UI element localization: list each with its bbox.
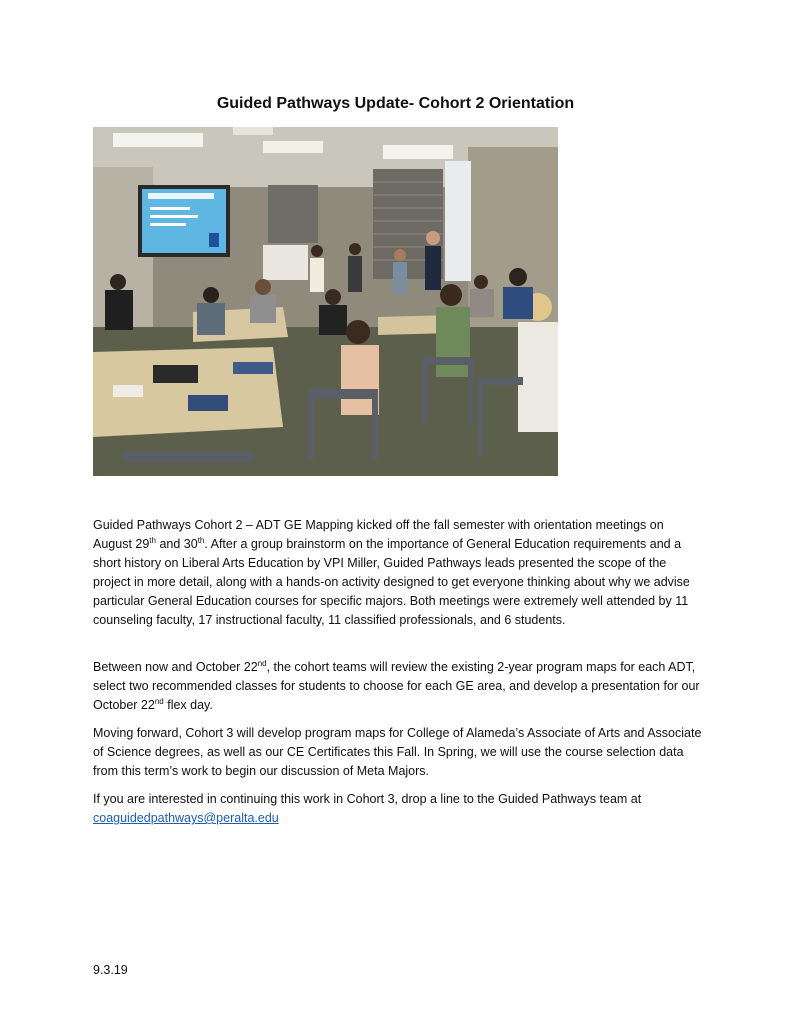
p1-sup-2: th [197,535,205,545]
orientation-photo [93,127,558,476]
paragraph-orientation-summary [93,516,705,630]
p3-text: Moving forward, Cohort 3 will develop program maps for College of Alameda’s Associate of Arts and Associate of Science degrees, as well as our CE Certificates this Fall. In Spring, we will use the course selection data from this term’s work to begin our discussion of Meta Majors. [93,726,702,778]
paragraph-contact [93,790,705,828]
paragraph-moving-forward [93,724,705,781]
p2-sup-1: nd [257,658,267,668]
p2-text-c: flex day. [163,698,213,712]
footer-date: 9.3.19 [93,963,128,977]
p1-text-a: Guided Pathways Cohort 2 – ADT GE Mapping kicked off the fall semester with orientation meetings on August 29 [93,518,664,551]
p2-sup-2: nd [154,696,164,706]
p2-text-b: , the cohort teams will review the existing 2-year program maps for each ADT, select two recommended classes for students to choose for each GE area, and develop a presentation for our October 22 [93,660,700,712]
paragraph-next-steps [93,658,705,715]
page-title: Guided Pathways Update- Cohort 2 Orientation [216,95,575,112]
email-link[interactable]: coaguidedpathways@peralta.edu [93,811,279,825]
p4-text: If you are interested in continuing this work in Cohort 3, drop a line to the Guided Pathways team at [93,792,642,806]
p1-sup-1: th [149,535,156,545]
p2-text-a: Between now and October 22 [93,660,258,674]
p1-text-c: . After a group brainstorm on the importance of General Education requirements and a short history on Liberal Arts Education by VPI Miller, Guided Pathways leads presented the scope of the project in more detail, along with a hands-on activity designed to get everyone thinking about why we advise particular General Education courses for specific majors. Both meetings were extremely well attended by 11 counseling faculty, 17 instructional faculty, 11 classified professionals, and 6 students. [93,537,690,627]
p1-text-b: and 30 [155,537,198,551]
